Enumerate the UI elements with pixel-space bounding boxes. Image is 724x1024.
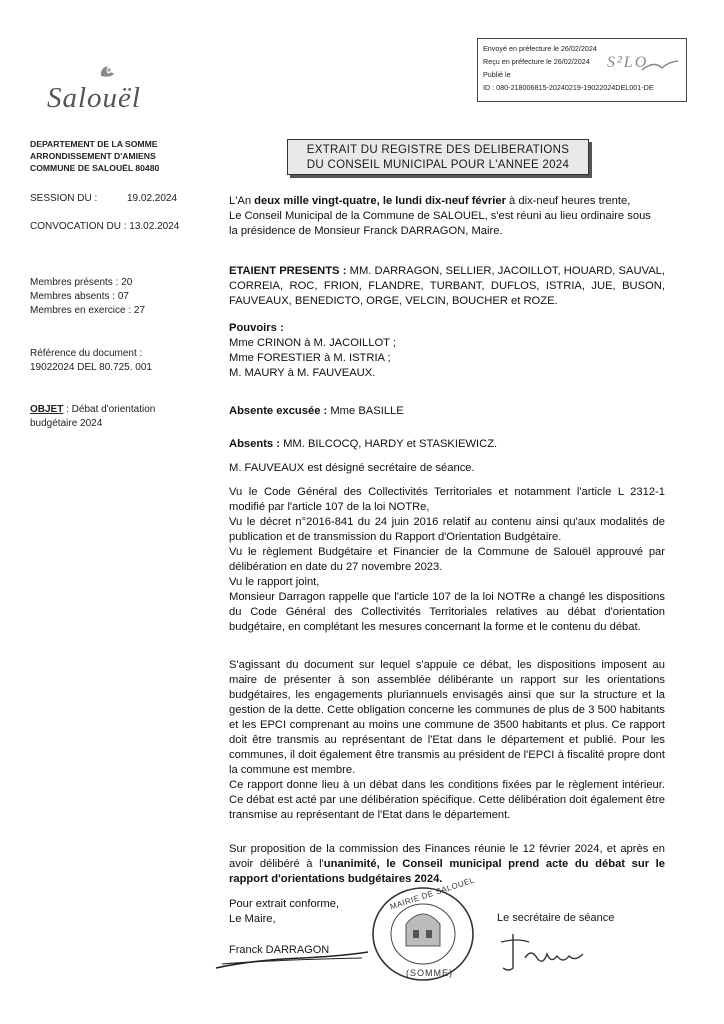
objet-label: OBJET [30,404,64,415]
presents-paragraph [229,264,665,309]
mayor-name: Franck DARRAGON [229,944,330,956]
pouvoirs-label: Pouvoirs : [229,322,284,334]
vu-reglement: Vu le règlement Budgétaire et Financier de la Commune de Salouël approuvé par délibération en date du 27 novembre 2023. [229,546,665,573]
department-header [30,138,159,174]
seal-text-bottom: (SOMME) [406,968,453,978]
pouvoir-1: Mme CRINON à M. JACOILLOT ; [229,337,397,349]
session-label: SESSION DU : [30,193,98,204]
absents-line: Absents : MM. BILCOCQ, HARDY et STASKIEWICZ. [229,438,498,450]
intro-line-2: Le Conseil Municipal de la Commune de SALOUEL, s'est réuni au lieu ordinaire sous [229,210,651,222]
stamp-envoye: Envoyé en préfecture le 26/02/2024 [483,44,597,53]
intro-paragraph: L'An deux mille vingt-quatre, le lundi dix-neuf février à dix-neuf heures trente, Le Conseil Municipal de la Commune de SALOUEL, s'est réuni au lieu ordinaire sous la présidence de Monsieur Franck DARRAGON, Maire. [229,194,665,239]
slo-mark: S²LO [607,54,649,71]
rappel-paragraph: Monsieur Darragon rappelle que l'article 107 de la loi NOTRe a changé les dispositions du Code Général des Collectivités Territoriales relatives au débat d'orientation budgétaire, en complétant les mesures concernant la forme et le contenu du débat. [229,591,665,633]
presents-label: ETAIENT PRESENTS : [229,265,347,277]
mayor-signature-icon [212,938,372,974]
extrait-conforme: Pour extrait conforme, [229,898,340,910]
le-maire: Le Maire, [229,913,276,925]
reference-label: Référence du document : [30,348,143,359]
stamp-publie: Publié le [483,70,511,79]
objet-block [30,403,155,431]
pouvoir-3: M. MAURY à M. FAUVEAUX. [229,367,376,379]
pouvoir-2: Mme FORESTIER à M. ISTRIA ; [229,352,391,364]
proposition-paragraph: Sur proposition de la commission des Finances réunie le 12 février 2024, et après en avoir délibéré à l'unanimité, le Conseil municipal prend acte du débat sur le rapport d'orientations budgétaires 2024. [229,843,666,885]
secretaire-signature-icon [495,928,605,976]
title-line-2: DU CONSEIL MUNICIPAL POUR L'ANNEE 2024 [306,159,570,171]
debat-paragraph: Ce rapport donne lieu à un débat dans les conditions fixées par le règlement intérieur. Ce débat est acté par une délibération spécifique. Cette délibération doit également être transmise au représentant de l'Etat dans le département. [229,779,665,821]
dept-line: DEPARTEMENT DE LA SOMME [30,139,158,149]
members-absent: Membres absents : 07 [30,291,129,302]
stamp-id: ID : 080-218006815-20240219-19022024DEL001-DE [483,83,654,92]
arrondissement-line: ARRONDISSEMENT D'AMIENS [30,151,156,161]
intro-date-bold: deux mille vingt-quatre, le lundi dix-neuf février [254,195,506,207]
salouel-logo-icon [96,62,120,82]
agissant-paragraph: S'agissant du document sur lequel s'appuie ce débat, les dispositions imposent au maire de présenter à son assemblée délibérante un rapport sur les orientations budgétaires, les engagements pluriannuels envisagés ainsi que sur la structure et la gestion de la dette. Cette obligation concerne les communes de plus de 3 500 habitants et les EPCI comprenant au moins une commune de 3500 habitants et plus. Ce rapport doit être transmis au représentant de l'Etat dans le département et publié. Pour les communes, il doit également être transmis au président de l'EPCI à fiscalité propre dont la commune est membre. Ce rapport donne lieu à un débat dans les conditions fixées par le règlement intérieur. Ce débat est acté par une délibération spécifique. Cette délibération doit également être transmise au représentant de l'Etat dans le département. [229,659,665,821]
intro-line-3: la présidence de Monsieur Franck DARRAGON, Maire. [229,225,503,237]
secretaire-label: Le secrétaire de séance [497,912,615,924]
document-reference [30,347,152,375]
vu-decret: Vu le décret n°2016-841 du 24 juin 2016 relatif au contenu ainsi qu'aux modalités de publication et de transmission du Rapport d'Orientation Budgétaire. [229,516,665,543]
objet-text: : Débat d'orientation [63,404,156,415]
logo-wordmark: Salouël [47,82,141,114]
pouvoirs-block [229,321,665,381]
objet-text-2: budgétaire 2024 [30,418,103,429]
signature-block [229,897,369,927]
excusee-line: Absente excusée : Mme BASILLE [229,405,404,417]
session-date: 19.02.2024 [127,193,178,204]
vu-block [229,485,665,635]
document-title-box [287,139,589,175]
secretaire-line: M. FAUVEAUX est désigné secrétaire de séance. [229,462,475,474]
seal-text-top: MAIRIE DE SALOUEL [388,875,476,912]
commune-line: COMMUNE DE SALOUËL 80480 [30,163,160,173]
members-exercice: Membres en exercice : 27 [30,305,146,316]
title-line-1: EXTRAIT DU REGISTRE DES DELIBERATIONS [306,144,570,156]
members-block [30,276,145,318]
reference-value: 19022024 DEL 80.725. 001 [30,362,152,373]
convocation-date: CONVOCATION DU : 13.02.2024 [30,221,180,232]
members-present: Membres présents : 20 [30,277,133,288]
presents-list: MM. DARRAGON, SELLIER, JACOILLOT, HOUARD, SAUVAL, CORREIA, ROC, FRION, FLANDRE, TURBANT, DUFLOS, ISTRIA, JUE, BUSON, FAUVEAUX, BENEDICTO, ORGE, VELCIN, BOUCHER et ROZE. [229,265,665,307]
vu-rapport: Vu le rapport joint, [229,576,320,588]
slo-swoosh-icon [640,58,680,74]
vu-cgct: Vu le Code Général des Collectivités Territoriales et notamment l'article L 2312-1 modifié par l'article 107 de la loi NOTRe, [229,486,665,513]
stamp-recu: Reçu en préfecture le 26/02/2024 [483,57,590,66]
